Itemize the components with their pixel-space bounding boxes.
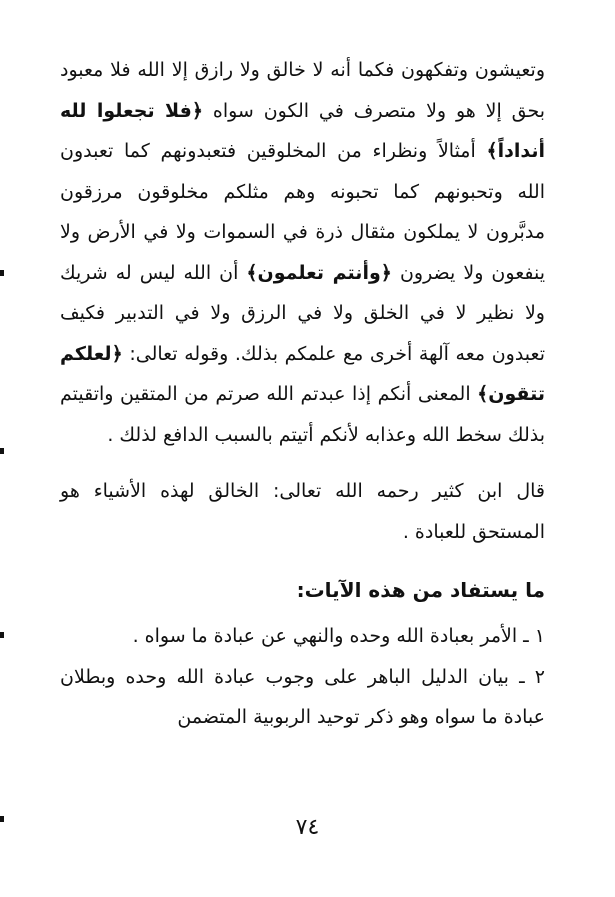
page-number: ٧٤ (295, 815, 320, 840)
page-edge-mark (0, 270, 4, 276)
ibn-kathir-quote-paragraph: قال ابن كثير رحمه الله تعالى: الخالق لهذه الأشياء هو المستحق للعبادة . (60, 480, 545, 543)
paragraph-text: أن الله ليس له شريك ولا نظير لا في الخلق ولا في الرزق ولا في التدبير فكيف تعبدون معه آلهة أخرى مع علمكم بذلك. وقوله تعالى: (60, 261, 545, 365)
paragraph-text: أمثالاً ونظراء من المخلوقين فتعبدونهم كما تعبدون الله وتحبونهم كما تحبونه وهم مثلكم مخلوقون مرزقون مدبَّرون لا يملكون مثقال ذرة في السموات ولا في الأرض ولا ينفعون ولا يضرون (60, 140, 545, 284)
page-edge-mark (0, 632, 4, 638)
tafsir-paragraph (60, 50, 545, 455)
page-edge-mark (0, 448, 4, 454)
paragraph-text: المعنى أنكم إذا عبدتم الله صرتم من المتقين واتقيتم بذلك سخط الله وعذابه لأنكم أتيتم بالسبب الدافع لذلك . (60, 383, 545, 446)
section-heading: ما يستفاد من هذه الآيات: (296, 578, 545, 602)
page-edge-mark (0, 816, 4, 822)
quranic-quote: ﴿لعلكم تتقون﴾ (60, 342, 545, 405)
benefit-item-2: ٢ ـ بيان الدليل الباهر على وجوب عبادة الله وحده وبطلان عبادة ما سواه وهو ذكر توحيد الربوبية المتضمن (60, 665, 545, 728)
quranic-quote: ﴿وأنتم تعلمون﴾ (246, 261, 392, 284)
quranic-quote: ﴿فلا تجعلوا لله أنداداً﴾ (60, 99, 545, 162)
paragraph-text: وتعيشون وتفكهون فكما أنه لا خالق ولا رازق إلا الله فلا معبود بحق إلا هو ولا متصرف في الكون سواه (60, 59, 545, 122)
benefit-item-1: ١ ـ الأمر بعبادة الله وحده والنهي عن عبادة ما سواه . (132, 625, 545, 647)
page-body (60, 50, 545, 738)
